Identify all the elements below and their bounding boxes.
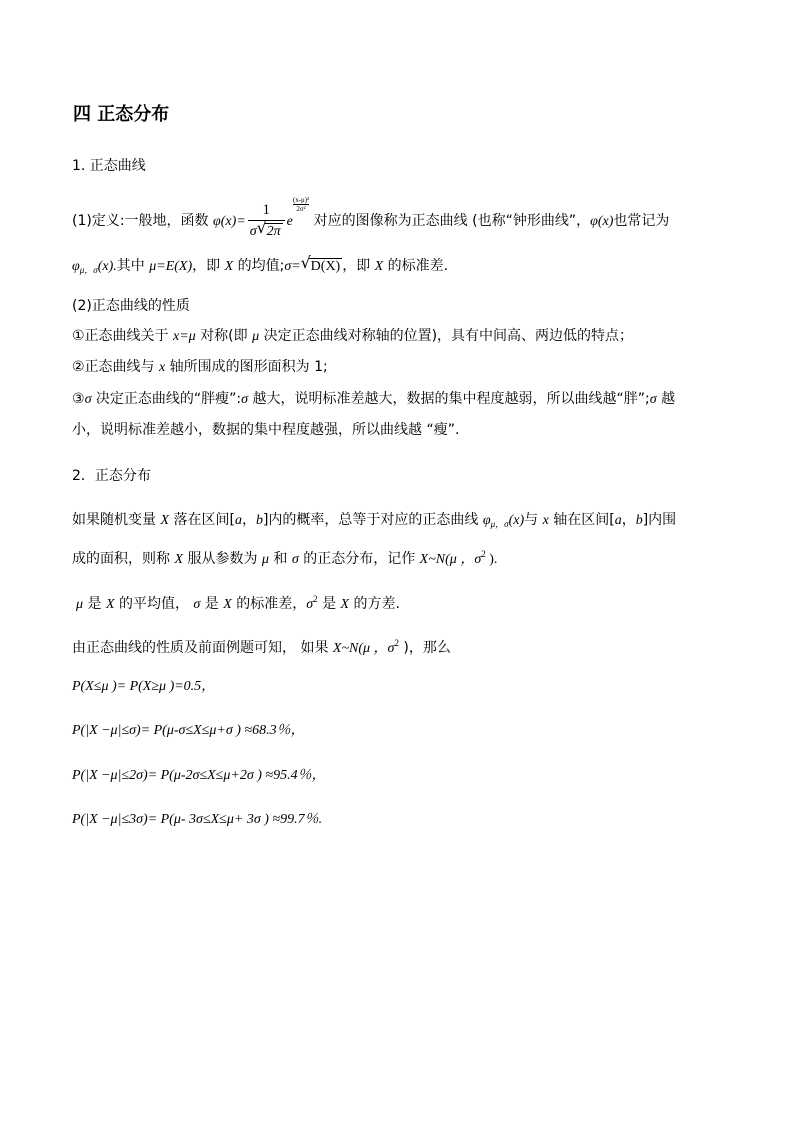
- var-a: a: [234, 513, 242, 528]
- nd1-text: 如果随机变量: [72, 512, 161, 528]
- prop3-text: 越: [656, 391, 676, 407]
- phi-arg: (x).: [97, 259, 117, 274]
- var-sigma: σ: [193, 597, 201, 612]
- nd1-text: ，: [621, 512, 636, 528]
- var-x: X: [223, 597, 232, 612]
- sqrt-dx-content: D(X): [310, 259, 341, 274]
- fraction-denominator: [248, 218, 285, 242]
- section-title: 四 正态分布: [73, 104, 170, 125]
- prop1-text: ①正态曲线关于: [72, 328, 174, 344]
- phi-symbol: φ: [482, 513, 491, 528]
- distribution-line-4: [72, 633, 451, 659]
- prop1-mu: μ: [252, 329, 260, 344]
- subheading-normal-curve: 1. 正态曲线: [72, 158, 146, 174]
- def2-text-4: ，即: [342, 258, 375, 274]
- formula-2: P(|X −μ|≤σ)= P(μ-σ≤X≤μ+σ ) ≈68.3％，: [72, 723, 305, 738]
- prop2-text: 轴所围成的图形面积为 1;: [165, 359, 328, 375]
- nd1-text: 落在区间[: [169, 512, 235, 528]
- def-phi-x2: φ(x): [590, 214, 614, 229]
- nd4-text: )，那么: [398, 640, 451, 656]
- exponent-fraction: [293, 196, 309, 213]
- distribution-line-1: [72, 510, 676, 534]
- nd2-text: 和: [268, 551, 292, 567]
- nd2-text: 的正态分布，记作: [298, 551, 420, 567]
- prop3-text: ③: [72, 391, 85, 407]
- density-fraction: [248, 200, 285, 242]
- var-x: X: [105, 597, 115, 612]
- phi-symbol: φ: [72, 259, 80, 274]
- prop3-sigma: σ: [649, 392, 657, 407]
- nd1-text: 与: [524, 512, 543, 528]
- distribution-line-3: [76, 589, 400, 615]
- formula-3: P(|X −μ|≤2σ)= P(μ-2σ≤X≤μ+2σ ) ≈95.4％，: [72, 768, 326, 783]
- nd3-text: 是: [83, 596, 106, 612]
- def2-text-1: 其中: [116, 258, 150, 274]
- superscript-2: 2: [394, 638, 399, 648]
- prop1-text: 决定正态曲线对称轴的位置)，具有中间高、两边低的特点；: [259, 328, 634, 344]
- phi-subscript: μ，σ: [490, 519, 509, 529]
- def2-text-3: 的均值;: [233, 258, 285, 274]
- var-sigma: σ: [291, 552, 299, 567]
- def-suffix: 对应的图像称为正态曲线 (也称“钟形曲线”，: [309, 213, 591, 229]
- nd3-text: 是: [200, 596, 224, 612]
- mu-eq-ex: μ=E(X): [149, 259, 193, 274]
- var-x: X: [224, 259, 234, 274]
- prop1-text: 对称(即: [195, 328, 253, 344]
- def-phi-x: φ(x)=: [213, 214, 246, 229]
- var-b: b: [635, 513, 643, 528]
- exponent-denominator: 2σ²: [296, 205, 306, 213]
- var-x: X: [174, 552, 184, 567]
- phi-arg: (x): [508, 513, 525, 528]
- sqrt-2pi: [256, 218, 283, 241]
- den-sigma: σ: [249, 224, 257, 239]
- def-prefix: (1)定义:一般地，函数: [72, 213, 213, 229]
- def2-text-5: 的标准差.: [383, 258, 449, 274]
- property-3: [72, 389, 675, 410]
- property-1: [72, 326, 633, 347]
- nd1-text: ，: [241, 512, 256, 528]
- definition-line-1: [72, 196, 669, 242]
- var-a: a: [614, 513, 622, 528]
- def2-text-2: ，即: [192, 258, 225, 274]
- nd1-text: ]内围: [642, 512, 677, 528]
- var-x: X: [160, 513, 170, 528]
- sqrt-symbol-icon: √: [300, 253, 311, 272]
- var-x-lower: x: [542, 513, 549, 528]
- fraction-numerator: 1: [248, 200, 285, 221]
- var-b: b: [255, 513, 263, 528]
- definition-line-2: [72, 253, 449, 280]
- superscript-2: 2: [313, 594, 318, 604]
- nd3-text: 的标准差，: [231, 596, 307, 612]
- nd3-text: 是: [317, 596, 341, 612]
- prop2-x: x: [159, 360, 166, 375]
- var-mu: μ: [76, 597, 84, 612]
- phi-subscript: μ，σ: [79, 265, 98, 275]
- prop3-text: 越大，说明标准差越大，数据的集中程度越弱，所以曲线越“胖”;: [248, 391, 650, 407]
- var-x: X: [340, 597, 350, 612]
- euler-e: e: [286, 214, 293, 229]
- nd1-text: ]内的概率，总等于对应的正态曲线: [262, 512, 483, 528]
- nd4-text: 由正态曲线的性质及前面例题可知， 如果: [72, 640, 333, 656]
- notation-xn: X~N(μ ，σ: [419, 552, 482, 567]
- sqrt-symbol-icon: √: [256, 218, 267, 237]
- property-3-cont: 小，说明标准差越小，数据的集中程度越强，所以曲线越 “瘦”.: [72, 422, 460, 438]
- prop3-text: 决定正态曲线的“胖瘦”:: [91, 391, 242, 407]
- notation-xn: X~N(μ ，σ: [332, 641, 395, 656]
- sqrt-2pi-content: 2π: [266, 224, 281, 239]
- exponent-numerator: (x-μ)²: [292, 196, 310, 204]
- nd2-text: 服从参数为: [183, 551, 262, 567]
- prop2-text: ②正态曲线与: [72, 359, 160, 375]
- nd1-text: 轴在区间[: [548, 512, 615, 528]
- var-mu: μ: [261, 552, 269, 567]
- property-2: [72, 357, 328, 378]
- sigma-eq: σ=: [284, 259, 301, 274]
- var-sigma: σ: [306, 597, 314, 612]
- prop3-sigma: σ: [241, 392, 249, 407]
- superscript-2: 2: [481, 549, 486, 559]
- prop3-sigma: σ: [84, 392, 92, 407]
- prop1-axis: x=μ: [173, 329, 196, 344]
- def-suffix2: 也常记为: [613, 213, 670, 229]
- distribution-line-2: [72, 544, 497, 570]
- nd3-text: 的平均值，: [114, 596, 194, 612]
- nd2-text: 成的面积，则称: [72, 551, 175, 567]
- formula-1: P(X≤μ )= P(X≥μ )=0.5，: [72, 679, 216, 694]
- nd2-text: ).: [485, 552, 498, 567]
- var-x: X: [374, 259, 384, 274]
- nd3-text: 的方差.: [349, 596, 401, 612]
- formula-4: P(|X −μ|≤3σ)= P(μ- 3σ≤X≤μ+ 3σ ) ≈99.7％.: [72, 812, 323, 827]
- sqrt-dx: [300, 253, 343, 276]
- subheading-normal-distribution: 2．正态分布: [72, 468, 151, 484]
- properties-title: (2)正态曲线的性质: [72, 298, 190, 314]
